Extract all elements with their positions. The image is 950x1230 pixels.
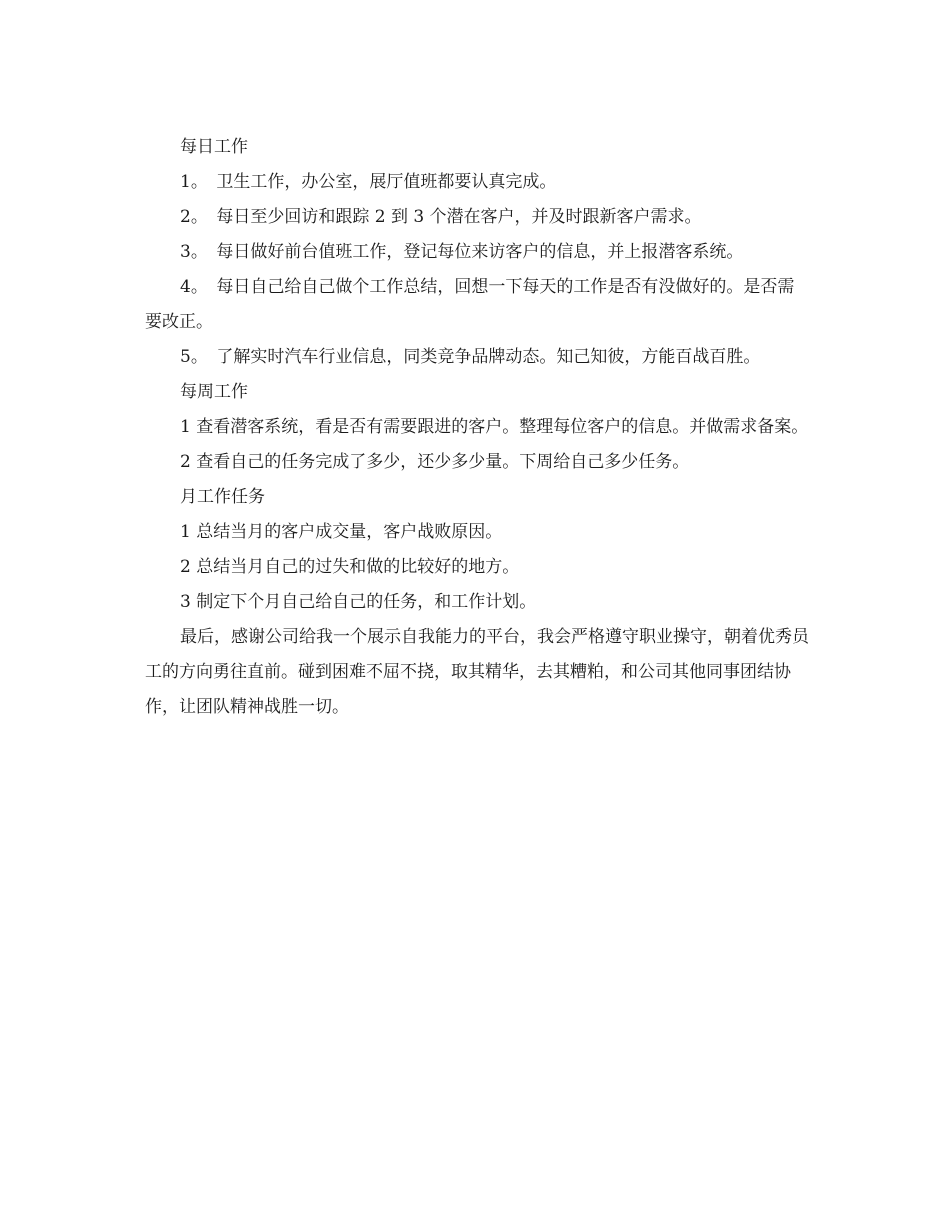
weekly-item-1: 1 查看潜客系统，看是否有需要跟进的客户。整理每位客户的信息。并做需求备案。 — [180, 417, 809, 437]
monthly-item-1: 1 总结当月的客户成交量，客户战败原因。 — [180, 522, 503, 542]
weekly-item-2: 2 查看自己的任务完成了多少，还少多少量。下周给自己多少任务。 — [180, 452, 690, 472]
daily-item-2: 2。 每日至少回访和跟踪 2 到 3 个潜在客户，并及时跟新客户需求。 — [180, 207, 702, 227]
daily-item-3: 3。 每日做好前台值班工作，登记每位来访客户的信息，并上报潜客系统。 — [180, 242, 744, 262]
daily-item-4: 4。 每日自己给自己做个工作总结，回想一下每天的工作是否有没做好的。是否需要改正。 — [145, 277, 795, 332]
heading-weekly-work: 每周工作 — [180, 382, 248, 402]
monthly-item-3: 3 制定下个月自己给自己的任务，和工作计划。 — [180, 592, 537, 612]
document-body — [145, 130, 810, 725]
heading-monthly-tasks: 月工作任务 — [180, 487, 265, 507]
monthly-item-2: 2 总结当月自己的过失和做的比较好的地方。 — [180, 557, 520, 577]
closing-paragraph: 最后，感谢公司给我一个展示自我能力的平台，我会严格遵守职业操守，朝着优秀员工的方向勇往直前。碰到困难不屈不挠，取其精华，去其糟粕，和公司其他同事团结协作，让团队精神战胜一切。 — [145, 627, 809, 717]
daily-item-5: 5。 了解实时汽车行业信息，同类竞争品牌动态。知己知彼，方能百战百胜。 — [180, 347, 761, 367]
heading-daily-work: 每日工作 — [180, 137, 248, 157]
daily-item-1: 1。 卫生工作，办公室，展厅值班都要认真完成。 — [180, 172, 557, 192]
